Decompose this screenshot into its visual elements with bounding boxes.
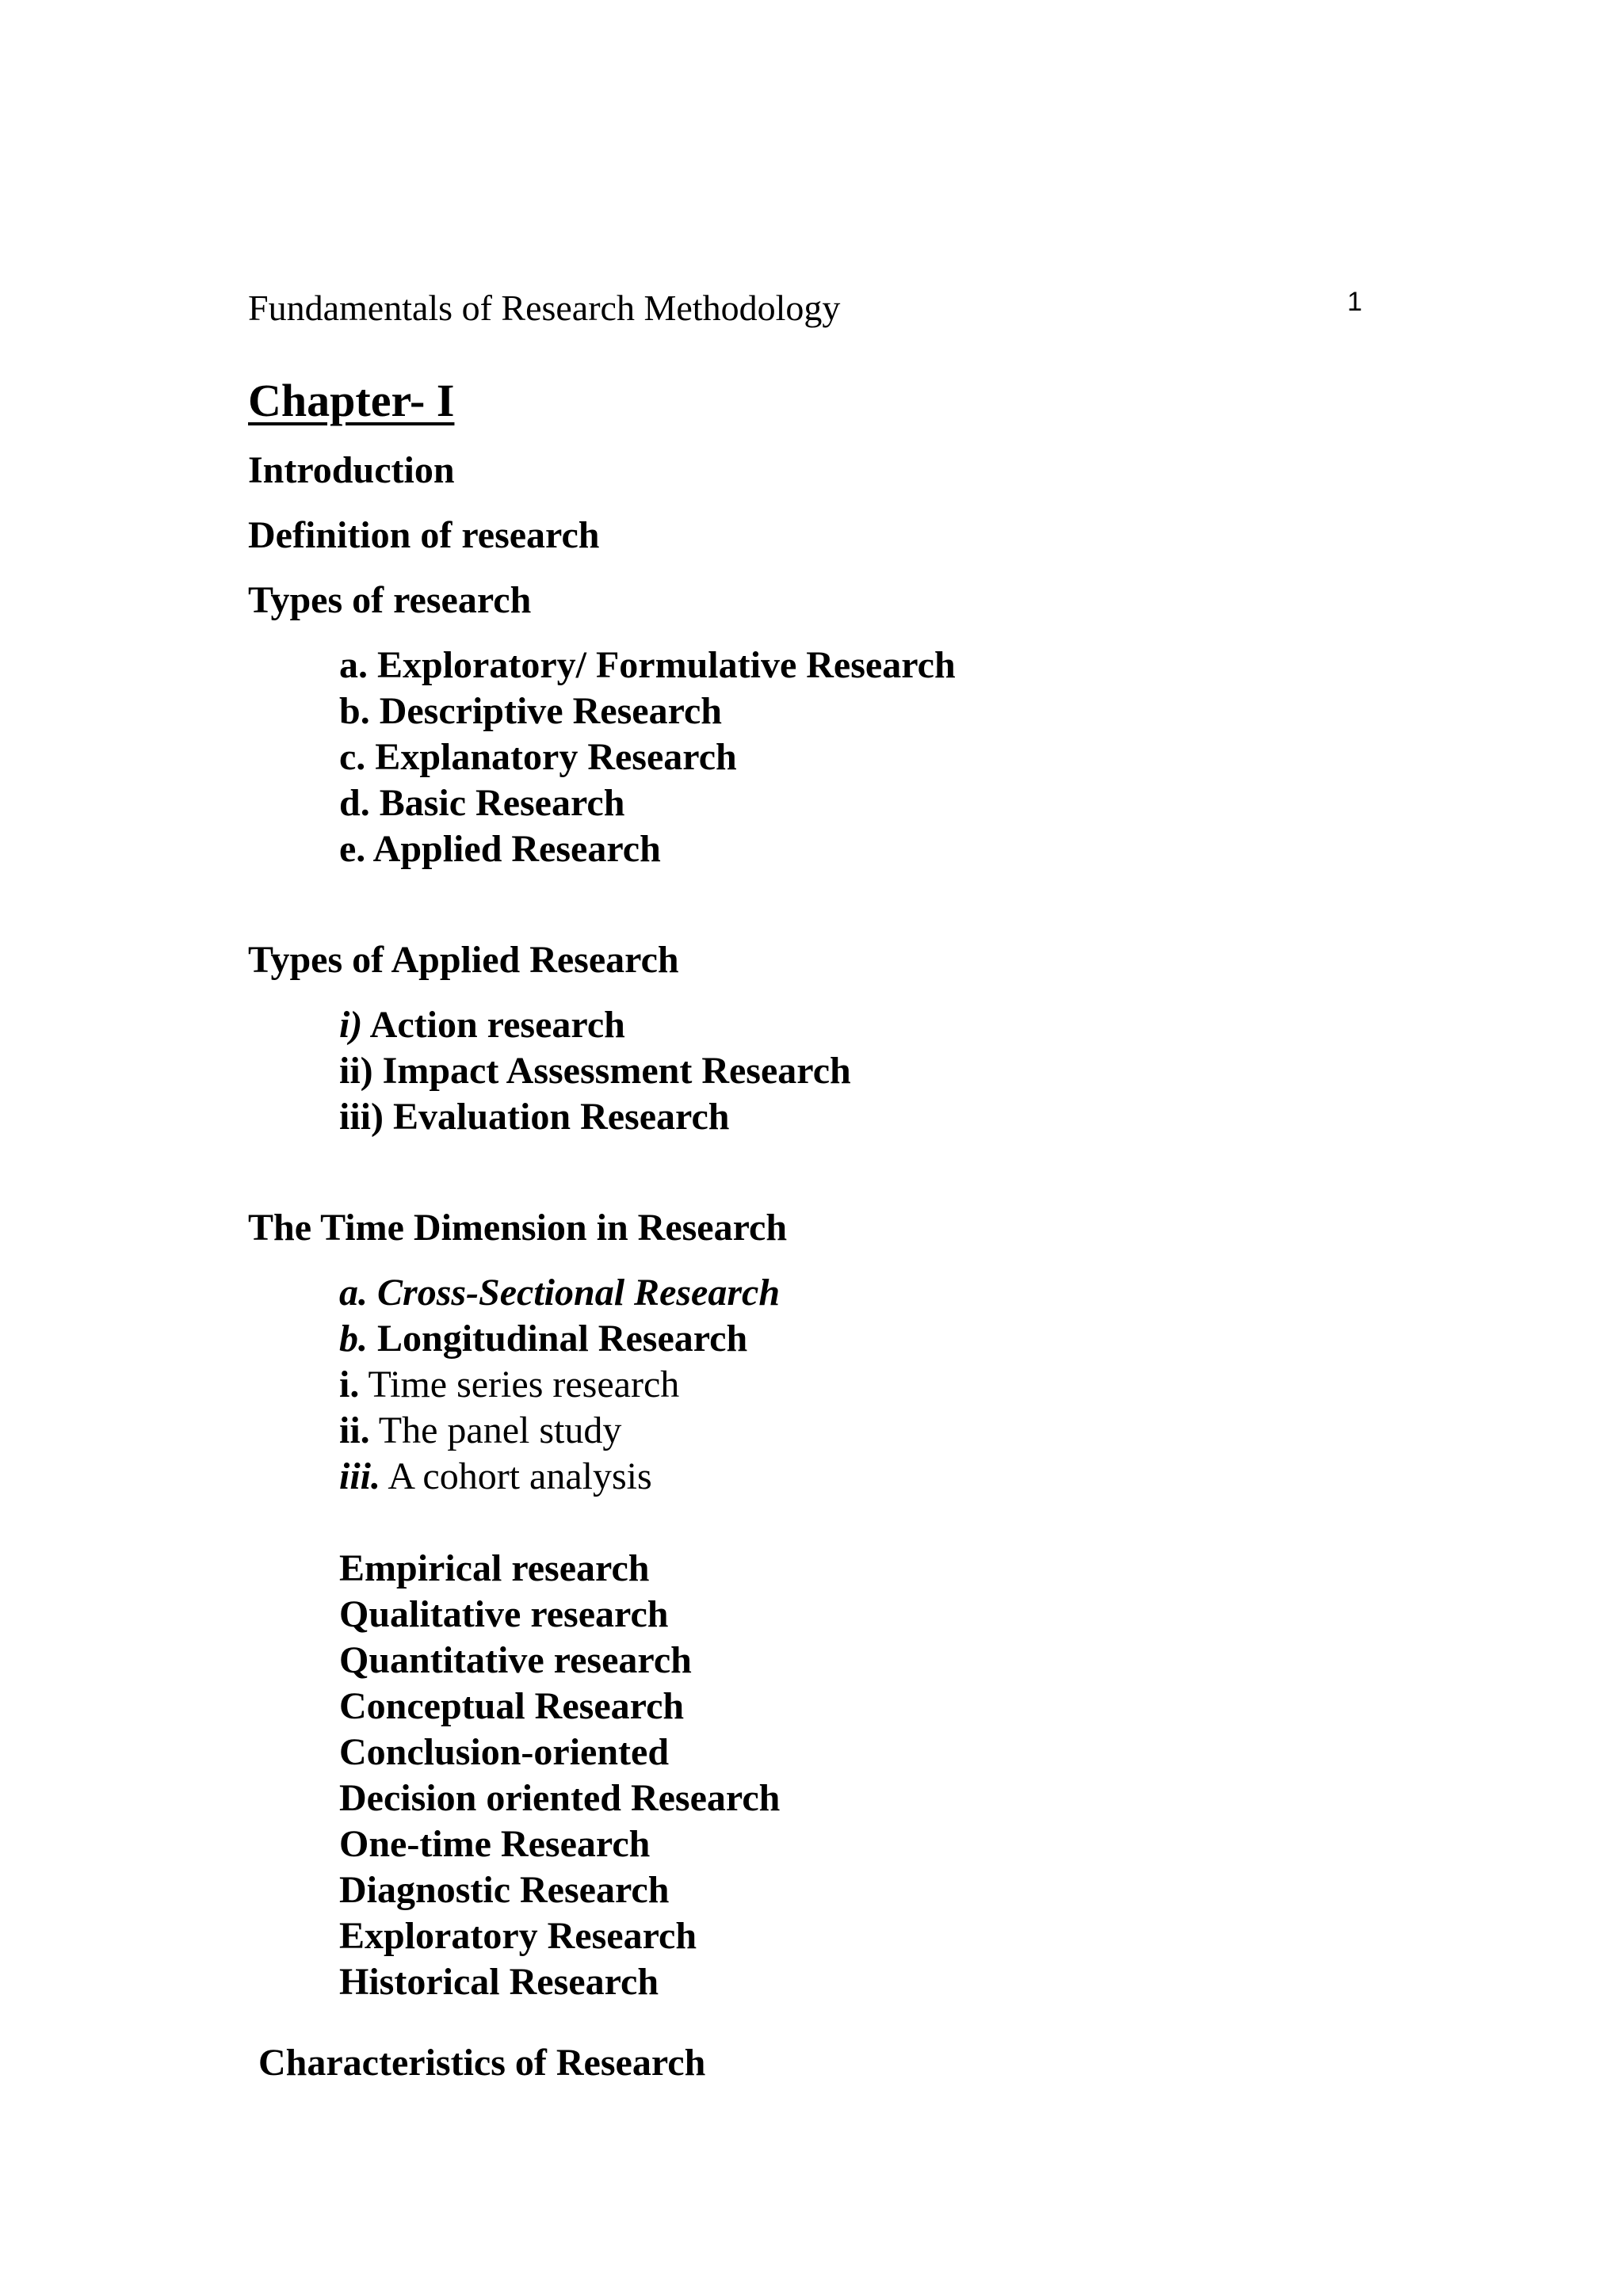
list-marker: iii. [339, 1455, 381, 1497]
list-item-text: Time series research [359, 1363, 680, 1405]
heading-types-of-applied-research: Types of Applied Research [248, 939, 679, 981]
heading-introduction: Introduction [248, 449, 455, 491]
list-marker: i. [339, 1363, 360, 1405]
list-item-text: A cohort analysis [380, 1455, 652, 1497]
list-item [339, 1271, 780, 1314]
list-item [339, 1363, 679, 1406]
list-item: a. Exploratory/ Formulative Research [339, 644, 956, 686]
list-item: Empirical research [339, 1547, 650, 1589]
list-marker: iii) [339, 1096, 384, 1138]
list-item: b. Descriptive Research [339, 690, 722, 732]
running-header: Fundamentals of Research Methodology [248, 288, 841, 328]
list-item [339, 1455, 652, 1498]
list-item-text: Longitudinal Research [368, 1318, 748, 1360]
list-item [339, 1095, 729, 1138]
list-item [339, 1409, 621, 1452]
list-item: e. Applied Research [339, 828, 661, 870]
list-item-text: Action research [362, 1004, 625, 1046]
list-item: Exploratory Research [339, 1915, 697, 1957]
list-item [339, 1003, 625, 1047]
list-item: Conceptual Research [339, 1685, 685, 1727]
list-item: One-time Research [339, 1823, 651, 1865]
heading-characteristics: Characteristics of Research [258, 2042, 706, 2084]
list-item [339, 1317, 747, 1360]
chapter-title: Chapter- I [248, 375, 455, 426]
list-item-text: Evaluation Research [384, 1096, 730, 1138]
list-item: Historical Research [339, 1961, 659, 2003]
heading-definition: Definition of research [248, 514, 600, 556]
list-marker: b. [339, 1318, 368, 1360]
list-item-text: Impact Assessment Research [372, 1050, 851, 1092]
list-item: Decision oriented Research [339, 1777, 781, 1819]
list-marker: i) [339, 1004, 363, 1046]
list-marker: ii. [339, 1409, 370, 1451]
heading-types-of-research: Types of research [248, 579, 532, 621]
list-item: c. Explanatory Research [339, 736, 737, 778]
list-item: d. Basic Research [339, 782, 625, 824]
list-item-text: Cross-Sectional Research [368, 1272, 781, 1314]
list-item: Qualitative research [339, 1593, 669, 1635]
list-item: Diagnostic Research [339, 1869, 670, 1911]
list-item [339, 1049, 851, 1093]
page-number: 1 [1347, 287, 1362, 317]
list-marker: a. [339, 1272, 368, 1314]
list-item-text: The panel study [369, 1409, 622, 1451]
heading-time-dimension: The Time Dimension in Research [248, 1207, 788, 1249]
list-item: Quantitative research [339, 1639, 692, 1681]
list-item: Conclusion-oriented [339, 1731, 670, 1773]
list-marker: ii) [339, 1050, 373, 1092]
